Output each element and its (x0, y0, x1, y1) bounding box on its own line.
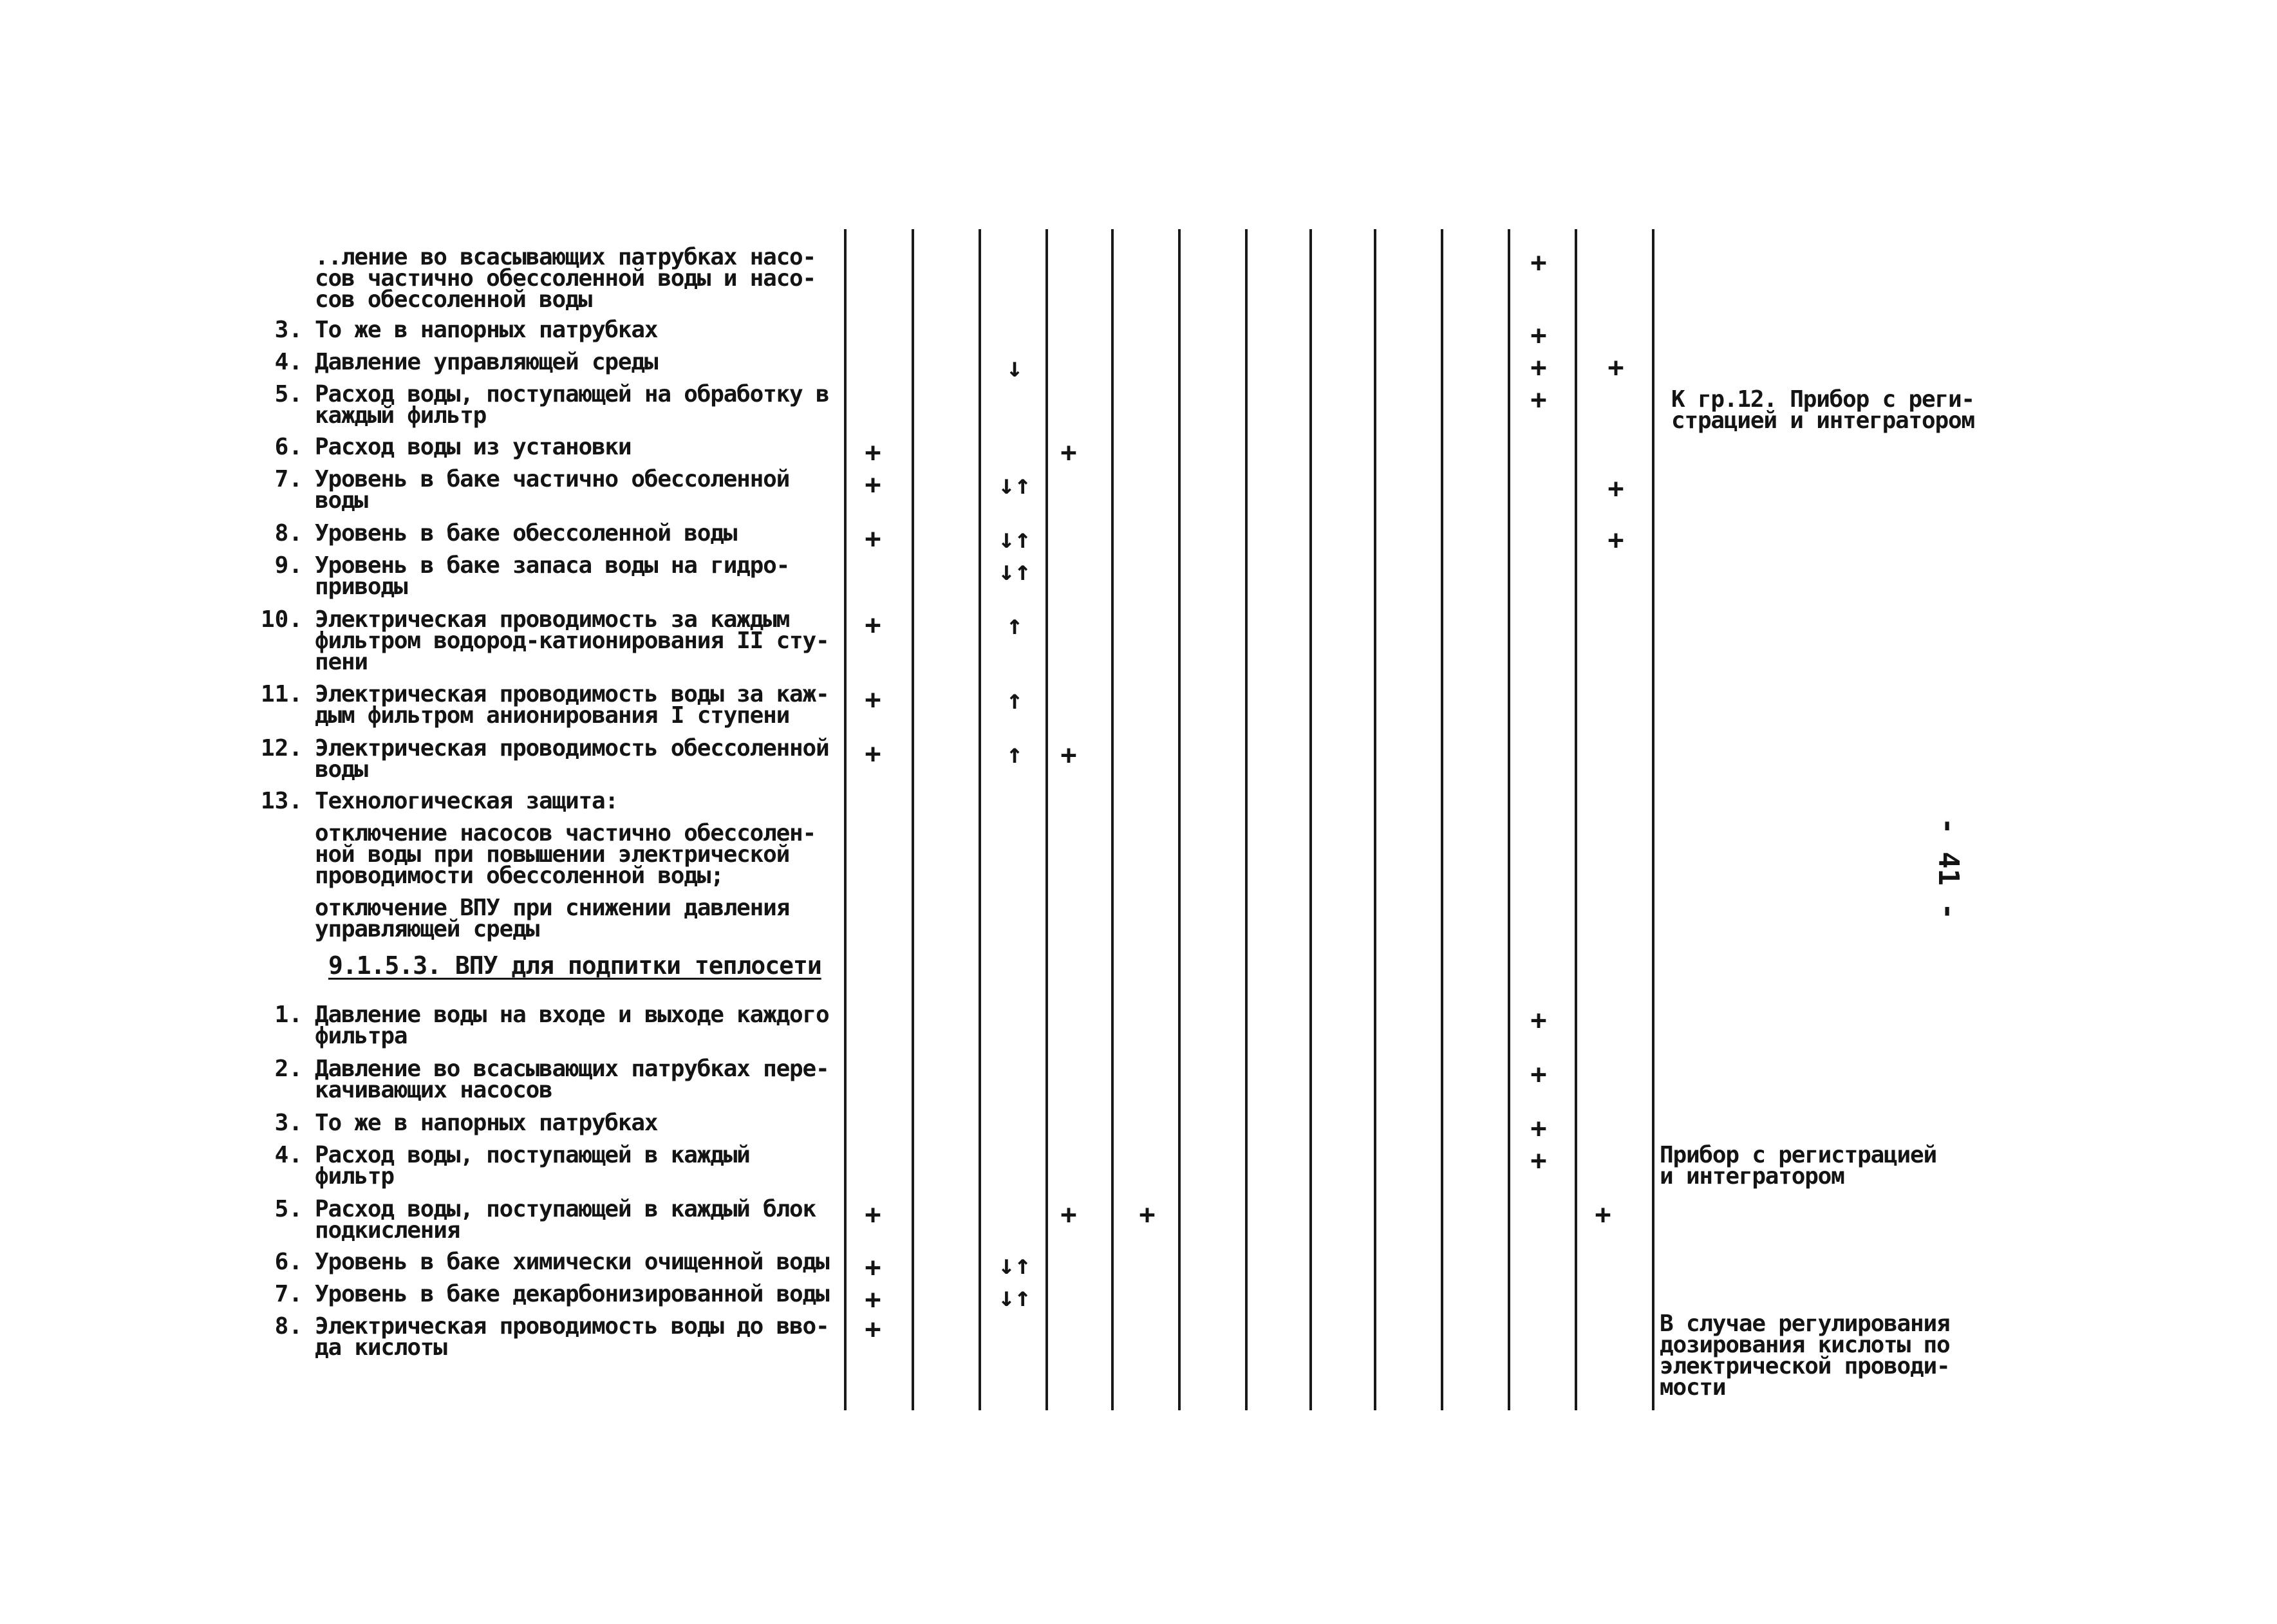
parameter-text: Электрическая проводимость за каждым фильтром водород-катионирования II сту- пени (315, 606, 829, 675)
page-number: - 41 - (1932, 817, 1965, 920)
row-number: 1. (274, 1002, 303, 1028)
mark-plus: + (1530, 1004, 1547, 1036)
mark-arrow-up: ↑ (1006, 738, 1023, 769)
parameter-text: Уровень в баке частично обессоленной воды (315, 466, 790, 514)
mark-arrows-down-up: ↓↑ (998, 523, 1031, 554)
row-number: 10. (260, 606, 303, 633)
mark-arrow-down: ↓ (1006, 351, 1023, 383)
parameter-text: Уровень в баке химически очищенной воды (315, 1249, 829, 1275)
parameter-text: Уровень в баке обессоленной воды (315, 520, 737, 546)
parameter-text: Электрическая проводимость обессоленной воды (315, 735, 829, 783)
parameter-text: Электрическая проводимость воды до вво- да кислоты (315, 1313, 829, 1361)
mark-plus: + (1530, 1112, 1547, 1144)
mark-plus: + (865, 436, 881, 468)
parameter-text: Расход воды, поступающей на обработку в каждый фильтр (315, 381, 829, 429)
row-number: 3. (274, 1110, 303, 1136)
parameter-text: ..ление во всасывающих патрубках насо- сов частично обессоленной воды и насо- сов обессоленной воды (315, 244, 816, 313)
mark-plus: + (865, 684, 881, 715)
mark-plus: + (865, 738, 881, 769)
row-number: 2. (274, 1056, 303, 1082)
protection-sub-item: отключение ВПУ при снижении давления управляющей среды (315, 895, 790, 942)
protection-sub-item: отключение насосов частично обессолен- ной воды при повышении электрической проводимости обессоленной воды; (315, 820, 816, 889)
mark-plus: + (1060, 739, 1077, 770)
mark-plus: + (1530, 351, 1547, 383)
remarks-note: К гр.12. Прибор с реги- страцией и интегратором (1671, 386, 1974, 434)
table-column-rule (1178, 229, 1181, 1410)
table-column-rule (1045, 229, 1048, 1410)
parameter-text: То же в напорных патрубках (315, 1110, 658, 1136)
parameter-text: То же в напорных патрубках (315, 317, 658, 343)
mark-plus: + (1530, 1058, 1547, 1090)
mark-plus: + (865, 469, 881, 500)
mark-plus: + (1530, 319, 1547, 351)
parameter-text: Технологическая защита: (315, 788, 618, 814)
mark-plus: + (865, 1313, 881, 1345)
row-number: 5. (274, 381, 303, 407)
mark-plus: + (1530, 1144, 1547, 1176)
row-number: 6. (274, 434, 303, 460)
row-number: 7. (274, 466, 303, 492)
row-number: 8. (274, 520, 303, 546)
table-column-rule (1575, 229, 1577, 1410)
mark-plus: + (865, 1283, 881, 1315)
table-column-rule (1652, 229, 1654, 1410)
parameter-text: Расход воды, поступающей в каждый блок подкисления (315, 1196, 816, 1244)
parameter-text: Расход воды из установки (315, 434, 632, 460)
table-column-rule (844, 229, 847, 1410)
remarks-note: В случае регулирования дозирования кислоты по электрической проводи- мости (1660, 1311, 1950, 1401)
mark-arrows-down-up: ↓↑ (998, 469, 1031, 500)
mark-arrows-down-up: ↓↑ (998, 1249, 1031, 1280)
mark-plus: + (865, 1251, 881, 1283)
parameter-text: Уровень в баке декарбонизированной воды (315, 1281, 829, 1307)
row-number: 13. (260, 788, 303, 814)
table-column-rule (912, 229, 914, 1410)
mark-plus: + (1060, 436, 1077, 468)
parameter-text: Уровень в баке запаса воды на гидро- приводы (315, 552, 790, 600)
row-number: 7. (274, 1281, 303, 1307)
mark-plus: + (1139, 1199, 1156, 1230)
parameter-text: Электрическая проводимость воды за каж- дым фильтром анионирования I ступени (315, 681, 829, 729)
mark-plus: + (865, 609, 881, 640)
row-number: 8. (274, 1313, 303, 1339)
mark-arrows-down-up: ↓↑ (998, 555, 1031, 586)
row-number: 3. (274, 317, 303, 343)
table-column-rule (1374, 229, 1376, 1410)
mark-plus: + (1530, 384, 1547, 415)
mark-plus: + (1060, 1199, 1077, 1230)
row-number: 11. (260, 681, 303, 707)
mark-plus: + (865, 1199, 881, 1230)
mark-plus: + (865, 523, 881, 554)
table-column-rule (1508, 229, 1510, 1410)
mark-plus: + (1595, 1199, 1611, 1230)
mark-plus: + (1607, 472, 1624, 504)
parameter-text: Давление управляющей среды (315, 349, 658, 375)
table-column-rule (1309, 229, 1312, 1410)
section-heading: 9.1.5.3. ВПУ для подпитки теплосети (328, 951, 821, 980)
mark-arrow-up: ↑ (1006, 609, 1023, 640)
mark-plus: + (1607, 351, 1624, 383)
mark-plus: + (1530, 247, 1547, 278)
table-column-rule (1111, 229, 1114, 1410)
parameter-text: Давление воды на входе и выходе каждого фильтра (315, 1002, 829, 1049)
parameter-text: Расход воды, поступающей в каждый фильтр (315, 1142, 750, 1190)
table-column-rule (1441, 229, 1443, 1410)
row-number: 9. (274, 552, 303, 579)
row-number: 4. (274, 1142, 303, 1168)
row-number: 12. (260, 735, 303, 761)
row-number: 5. (274, 1196, 303, 1222)
mark-plus: + (1607, 524, 1624, 555)
mark-arrows-down-up: ↓↑ (998, 1281, 1031, 1312)
table-column-rule (979, 229, 981, 1410)
mark-arrow-up: ↑ (1006, 684, 1023, 715)
table-column-rule (1245, 229, 1248, 1410)
remarks-note: Прибор с регистрацией и интегратором (1660, 1142, 1936, 1190)
parameter-text: Давление во всасывающих патрубках пере- качивающих насосов (315, 1056, 829, 1103)
row-number: 6. (274, 1249, 303, 1275)
row-number: 4. (274, 349, 303, 375)
